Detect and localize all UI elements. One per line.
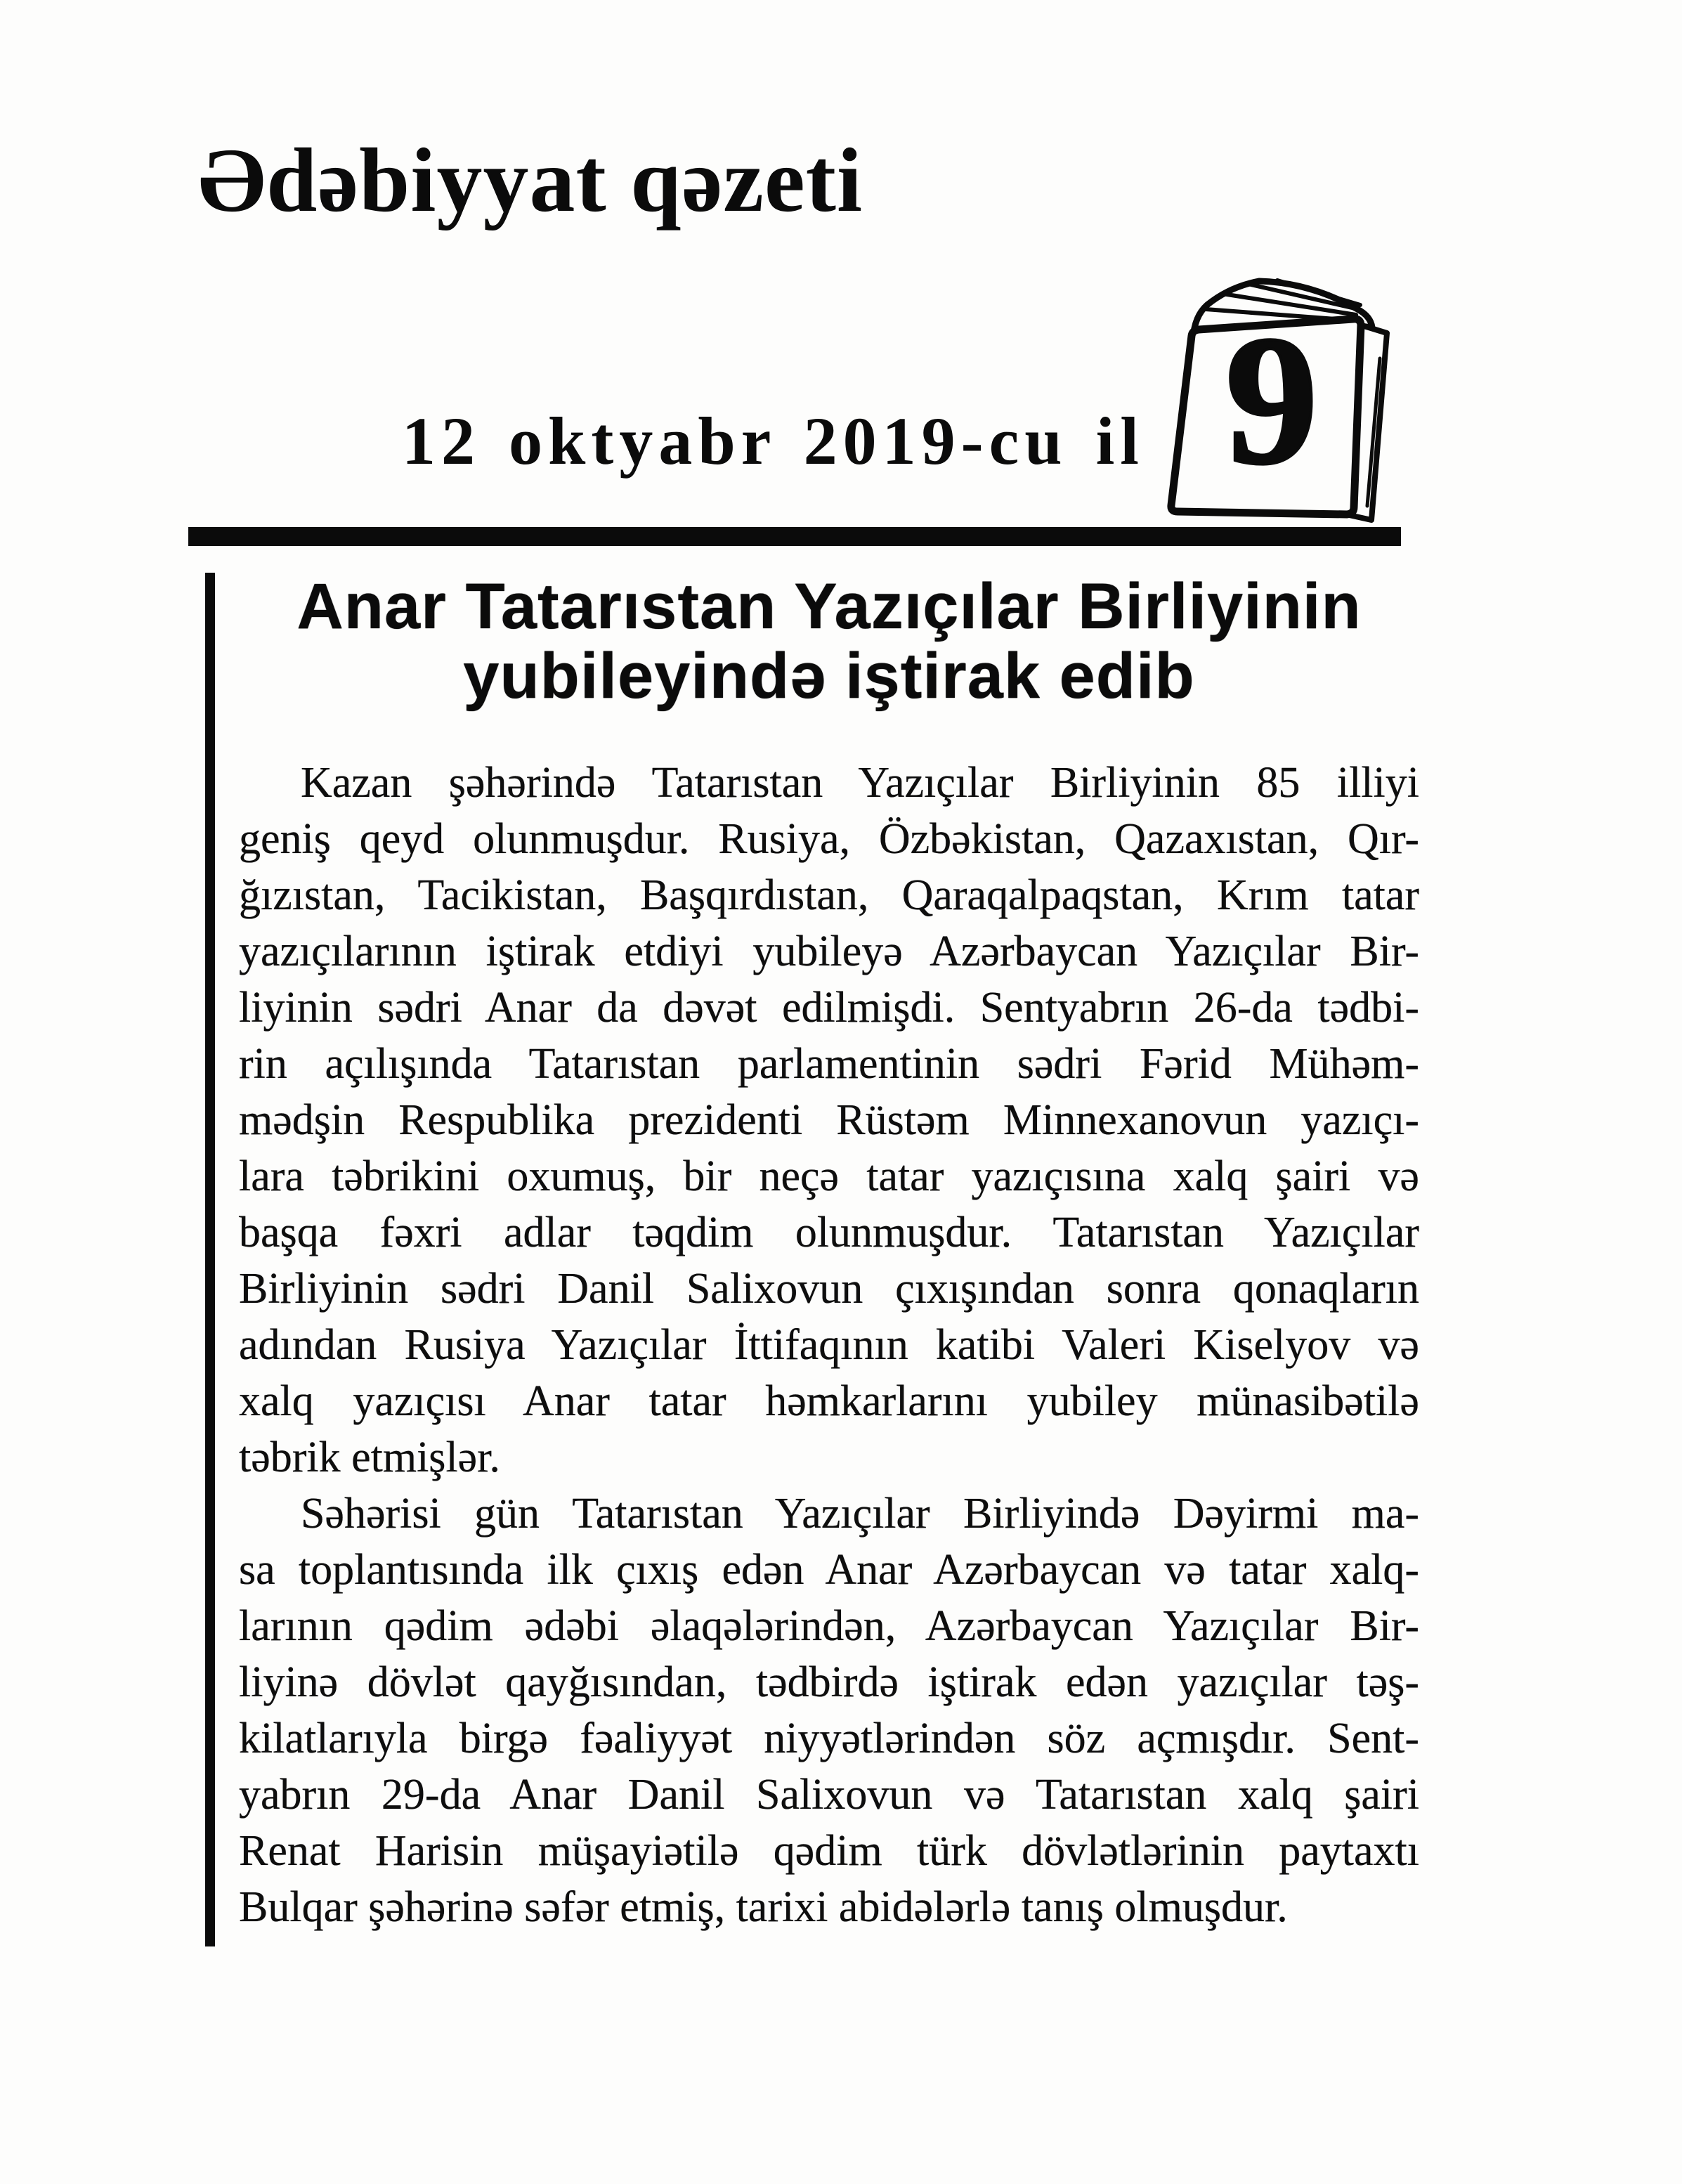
body-text-line: geniş qeyd olunmuşdur. Rusiya, Özbəkistan, Qazaxıstan, Qır- [239,815,1419,863]
body-text-line: Bulqar şəhərinə səfər etmiş, tarixi abidələrlə tanış olmuşdur. [239,1883,1288,1931]
body-text-line: Birliyinin sədri Danil Salixovun çıxışından sonra qonaqların [239,1265,1419,1313]
header-divider-rule [188,527,1401,546]
body-text-line: təbrik etmişlər. [239,1434,500,1481]
body-text-line: ğızıstan, Tacikistan, Başqırdıstan, Qaraqalpaqstan, Krım tatar [239,871,1419,919]
body-text-line: liyinə dövlət qayğısından, tədbirdə iştirak edən yazıçılar təş- [239,1658,1419,1706]
body-text-line: liyinin sədri Anar da dəvət edilmişdi. Sentyabrın 26-da tədbi- [239,984,1419,1032]
body-text-line: yabrın 29-da Anar Danil Salixovun və Tatarıstan xalq şairi [239,1771,1419,1819]
paragraph-1 [239,755,1419,1486]
body-text-line: Səhərisi gün Tatarıstan Yazıçılar Birliyində Dəyirmi ma- [301,1490,1419,1538]
body-text-line: yazıçılarının iştirak etdiyi yubileyə Azərbaycan Yazıçılar Bir- [239,928,1419,975]
body-text-line: Renat Harisin müşayiətilə qədim türk dövlətlərinin paytaxtı [239,1827,1419,1875]
book-icon [1159,274,1402,537]
body-text-line: Kazan şəhərində Tatarıstan Yazıçılar Birliyinin 85 illiyi [301,759,1419,807]
body-text-line: larının qədim ədəbi əlaqələrindən, Azərbaycan Yazıçılar Bir- [239,1602,1419,1650]
body-text-line: sa toplantısında ilk çıxış edən Anar Azərbaycan və tatar xalq- [239,1546,1419,1594]
article-body [239,755,1419,1935]
body-text-line: lara təbrikini oxumuş, bir neçə tatar yazıçısına xalq şairi və [239,1152,1419,1200]
body-text-line: xalq yazıçısı Anar tatar həmkarlarını yubiley münasibətilə [239,1377,1419,1425]
masthead-title: Ədəbiyyat qəzeti [198,130,863,231]
body-text-line: adından Rusiya Yazıçılar İttifaqının katibi Valeri Kiselyov və [239,1321,1419,1369]
paragraph-2 [239,1486,1419,1935]
dateline: 12 oktyabr 2019-cu il [402,403,1145,479]
body-text-line: kilatlarıyla birgə fəaliyyət niyyətlərindən söz açmışdır. Sent- [239,1715,1419,1762]
headline-line-2: yubileyində iştirak edib [463,640,1195,712]
body-text-line: başqa fəxri adlar təqdim olunmuşdur. Tatarıstan Yazıçılar [239,1209,1419,1256]
headline-line-1: Anar Tatarıstan Yazıçılar Birliyinin [296,571,1362,642]
article-left-bar [205,573,215,1946]
issue-number: 9 [1225,298,1318,503]
body-text-line: rin açılışında Tatarıstan parlamentinin sədri Fərid Mühəm- [239,1040,1419,1088]
article-headline [239,572,1419,711]
body-text-line: mədşin Respublika prezidenti Rüstəm Minnexanovun yazıçı- [239,1096,1419,1144]
